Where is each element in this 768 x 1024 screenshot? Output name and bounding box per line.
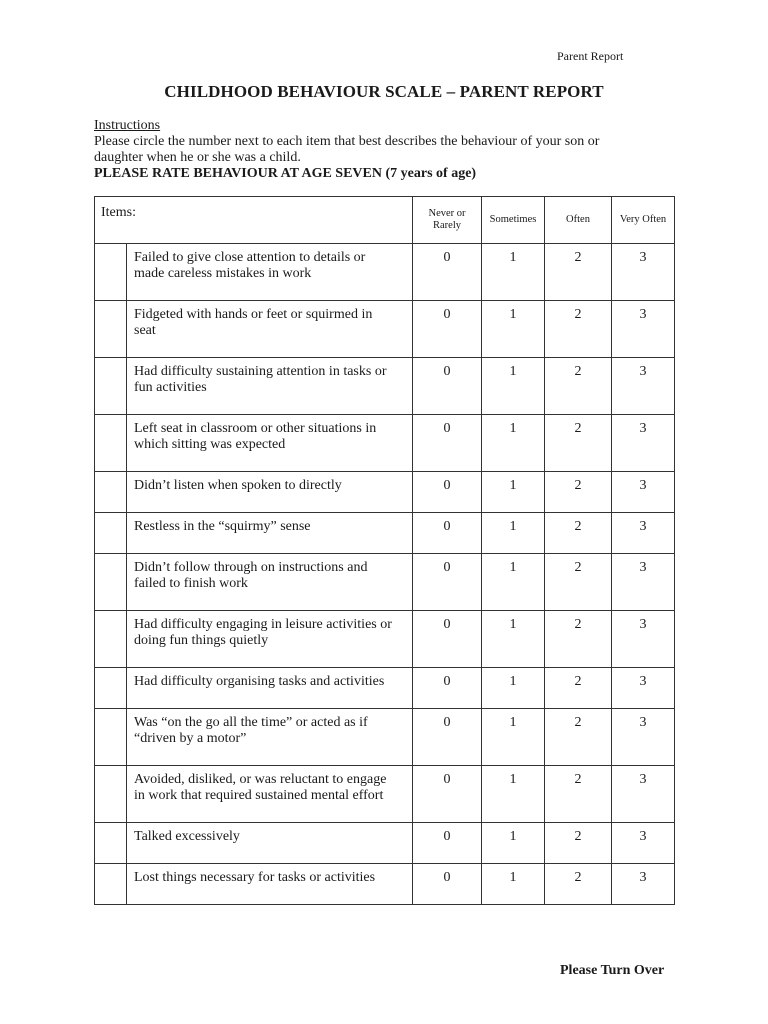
item-line: Lost things necessary for tasks or activities	[134, 870, 376, 885]
item-line: doing fun things quietly	[134, 633, 269, 648]
rate-age-instruction: PLEASE RATE BEHAVIOUR AT AGE SEVEN (7 years of age)	[94, 166, 477, 181]
option-header-very-often: Very Often	[612, 197, 675, 244]
score-option[interactable]: 3	[612, 709, 675, 766]
score-option[interactable]: 1	[482, 358, 545, 415]
table-row	[95, 358, 675, 415]
score-option[interactable]: 0	[413, 244, 482, 301]
option-header-line: Never or	[428, 208, 466, 219]
row-blank-cell	[95, 513, 127, 554]
score-option[interactable]: 1	[482, 244, 545, 301]
item-line: Didn’t listen when spoken to directly	[134, 478, 342, 493]
score-option[interactable]: 0	[413, 611, 482, 668]
table-row	[95, 668, 675, 709]
table-row	[95, 766, 675, 823]
row-blank-cell	[95, 358, 127, 415]
score-option[interactable]: 2	[545, 864, 612, 905]
score-option[interactable]: 3	[612, 823, 675, 864]
score-option[interactable]: 3	[612, 864, 675, 905]
row-blank-cell	[95, 766, 127, 823]
item-description	[127, 472, 413, 513]
item-line: failed to finish work	[134, 576, 248, 591]
page-title: CHILDHOOD BEHAVIOUR SCALE – PARENT REPORT	[164, 82, 604, 101]
instructions-heading: Instructions	[94, 118, 161, 133]
table-row	[95, 864, 675, 905]
table-row	[95, 415, 675, 472]
table-row	[95, 513, 675, 554]
score-option[interactable]: 2	[545, 554, 612, 611]
please-turn-over: Please Turn Over	[560, 963, 665, 978]
score-option[interactable]: 3	[612, 472, 675, 513]
score-option[interactable]: 1	[482, 709, 545, 766]
score-option[interactable]: 2	[545, 415, 612, 472]
item-line: Failed to give close attention to details or	[134, 250, 366, 265]
item-line: which sitting was expected	[134, 437, 286, 452]
table-row	[95, 244, 675, 301]
score-option[interactable]: 2	[545, 709, 612, 766]
score-option[interactable]: 2	[545, 611, 612, 668]
item-line: Fidgeted with hands or feet or squirmed in	[134, 307, 373, 322]
score-option[interactable]: 0	[413, 415, 482, 472]
score-option[interactable]: 3	[612, 611, 675, 668]
option-header-often: Often	[545, 197, 612, 244]
score-option[interactable]: 2	[545, 472, 612, 513]
score-option[interactable]: 3	[612, 415, 675, 472]
item-description	[127, 554, 413, 611]
item-line: in work that required sustained mental effort	[134, 788, 384, 803]
item-description	[127, 301, 413, 358]
score-option[interactable]: 2	[545, 513, 612, 554]
score-option[interactable]: 3	[612, 513, 675, 554]
instructions-line-2: daughter when he or she was a child.	[94, 150, 301, 165]
row-blank-cell	[95, 415, 127, 472]
item-line: made careless mistakes in work	[134, 266, 312, 281]
item-line: Left seat in classroom or other situations in	[134, 421, 377, 436]
score-option[interactable]: 0	[413, 766, 482, 823]
item-line: “driven by a motor”	[134, 731, 247, 746]
score-option[interactable]: 2	[545, 766, 612, 823]
row-blank-cell	[95, 301, 127, 358]
table-row	[95, 554, 675, 611]
score-option[interactable]: 3	[612, 766, 675, 823]
items-column-header: Items:	[95, 197, 413, 244]
row-blank-cell	[95, 668, 127, 709]
table-row	[95, 472, 675, 513]
table-row	[95, 301, 675, 358]
score-option[interactable]: 2	[545, 301, 612, 358]
item-description	[127, 611, 413, 668]
score-option[interactable]: 0	[413, 864, 482, 905]
score-option[interactable]: 3	[612, 301, 675, 358]
item-description	[127, 415, 413, 472]
instructions-line-1: Please circle the number next to each item that best describes the behaviour of your son or	[94, 134, 600, 149]
score-option[interactable]: 0	[413, 554, 482, 611]
behaviour-scale-table	[94, 196, 675, 905]
score-option[interactable]: 0	[413, 823, 482, 864]
item-line: seat	[134, 323, 156, 338]
table-header-row	[95, 197, 675, 244]
score-option[interactable]: 1	[482, 472, 545, 513]
item-line: Was “on the go all the time” or acted as if	[134, 715, 368, 730]
item-description	[127, 358, 413, 415]
score-option[interactable]: 1	[482, 513, 545, 554]
score-option[interactable]: 2	[545, 358, 612, 415]
score-option[interactable]: 3	[612, 668, 675, 709]
row-blank-cell	[95, 864, 127, 905]
score-option[interactable]: 1	[482, 668, 545, 709]
score-option[interactable]: 2	[545, 244, 612, 301]
row-blank-cell	[95, 611, 127, 668]
item-line: Restless in the “squirmy” sense	[134, 519, 311, 534]
score-option[interactable]: 1	[482, 864, 545, 905]
row-blank-cell	[95, 472, 127, 513]
score-option[interactable]: 1	[482, 823, 545, 864]
score-option[interactable]: 1	[482, 554, 545, 611]
row-blank-cell	[95, 709, 127, 766]
score-option[interactable]: 2	[545, 668, 612, 709]
score-option[interactable]: 0	[413, 301, 482, 358]
score-option[interactable]: 1	[482, 766, 545, 823]
item-description	[127, 766, 413, 823]
item-line: Had difficulty sustaining attention in tasks or	[134, 364, 387, 379]
row-blank-cell	[95, 554, 127, 611]
item-line: Didn’t follow through on instructions and	[134, 560, 368, 575]
item-line: Talked excessively	[134, 829, 240, 844]
item-line: fun activities	[134, 380, 207, 395]
score-option[interactable]: 3	[612, 244, 675, 301]
table-row	[95, 611, 675, 668]
instructions-block	[94, 118, 684, 182]
table-row	[95, 709, 675, 766]
score-option[interactable]: 3	[612, 358, 675, 415]
score-option[interactable]: 3	[612, 554, 675, 611]
score-option[interactable]: 2	[545, 823, 612, 864]
score-option[interactable]: 0	[413, 472, 482, 513]
item-description	[127, 864, 413, 905]
item-description	[127, 668, 413, 709]
score-option[interactable]: 1	[482, 301, 545, 358]
score-option[interactable]: 0	[413, 709, 482, 766]
item-description	[127, 823, 413, 864]
item-description	[127, 709, 413, 766]
score-option[interactable]: 1	[482, 611, 545, 668]
row-blank-cell	[95, 823, 127, 864]
row-blank-cell	[95, 244, 127, 301]
item-description	[127, 244, 413, 301]
page-corner-label: Parent Report	[557, 49, 624, 63]
table-row	[95, 823, 675, 864]
item-line: Had difficulty organising tasks and activities	[134, 674, 385, 689]
score-option[interactable]: 0	[413, 513, 482, 554]
item-line: Had difficulty engaging in leisure activities or	[134, 617, 392, 632]
item-line: Avoided, disliked, or was reluctant to engage	[134, 772, 387, 787]
score-option[interactable]: 1	[482, 415, 545, 472]
option-header-line: Rarely	[433, 220, 461, 231]
option-header-never-rarely	[413, 197, 482, 244]
score-option[interactable]: 0	[413, 358, 482, 415]
score-option[interactable]: 0	[413, 668, 482, 709]
item-description	[127, 513, 413, 554]
option-header-sometimes: Sometimes	[482, 197, 545, 244]
